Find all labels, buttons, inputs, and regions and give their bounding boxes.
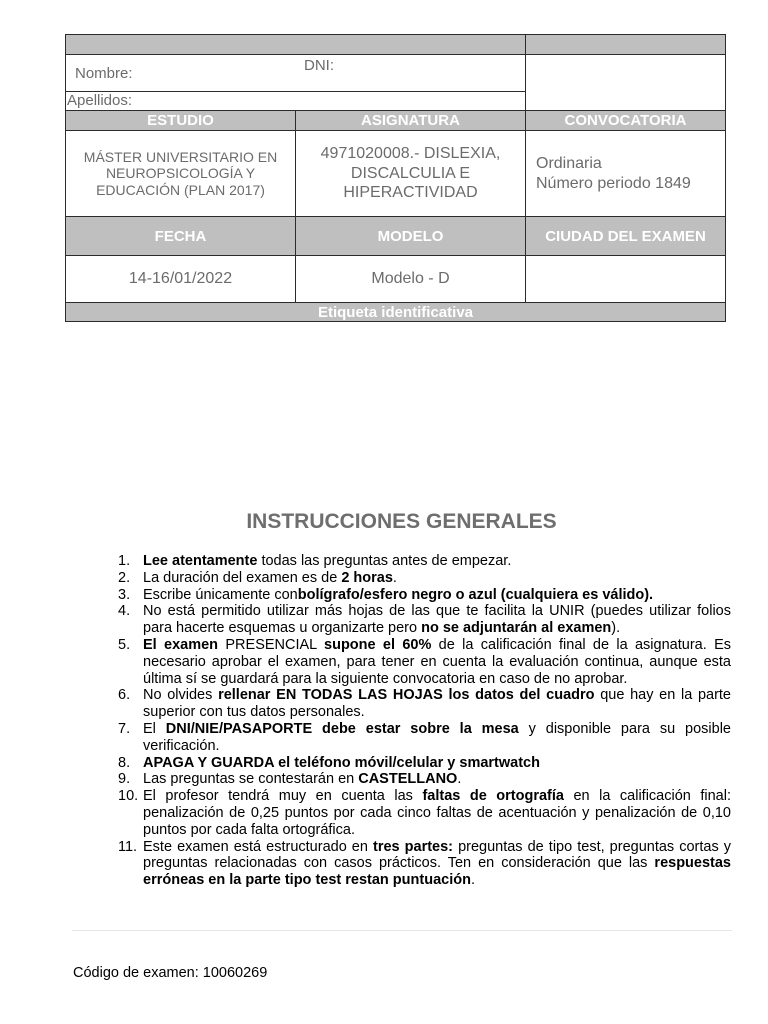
instruction-text: El profesor tendrá muy en cuenta las xyxy=(143,788,423,805)
instruction-text: No está permitido utilizar más hojas de las que te facilita la UNIR (puedes utilizar folios para hacerte esquemas u organizarte pero xyxy=(143,603,731,637)
instruction-text: ). xyxy=(611,620,621,637)
instruction-text: No olvides xyxy=(143,687,219,704)
asignatura-value: 4971020008.- DISLEXIA, DISCALCULIA E HIPERACTIVIDAD xyxy=(296,131,526,217)
instruction-item xyxy=(113,755,731,772)
instruction-item xyxy=(113,587,731,604)
instruction-number: 11. xyxy=(118,838,138,855)
instruction-emphasis: DNI/NIE/PASAPORTE debe estar sobre la mesa xyxy=(165,720,519,737)
instruction-emphasis: bolígrafo/esfero negro o azul (cualquiera es válido). xyxy=(297,586,654,603)
instruction-emphasis: El examen xyxy=(143,636,219,653)
instruction-number: 1. xyxy=(118,553,131,569)
instruction-text: El xyxy=(143,720,166,737)
instruction-emphasis: supone el 60% xyxy=(324,636,432,653)
instruction-emphasis: APAGA Y GUARDA el teléfono móvil/celular y smartwatch xyxy=(143,754,540,771)
instruction-number: 5. xyxy=(118,636,131,653)
nombre-dni-cell[interactable] xyxy=(66,55,526,92)
instruction-emphasis: respuestas erróneas en la parte tipo test restan puntuación xyxy=(143,855,731,889)
etiqueta-identificativa: Etiqueta identificativa xyxy=(66,303,726,322)
convocatoria-type: Ordinaria xyxy=(536,154,602,172)
instruction-number: 6. xyxy=(118,687,131,704)
instruction-text: de la calificación final de la asignatura. Es necesario aprobar el examen, para tener en cuenta la evaluación continua, aunque esta última sí se guardará para la siguiente convocatoria en caso de no aprobar. xyxy=(143,636,731,687)
fecha-header: FECHA xyxy=(66,217,296,256)
instruction-text: . xyxy=(457,771,462,788)
instruction-item xyxy=(113,637,731,687)
instruction-emphasis: Lee atentamente xyxy=(143,553,258,569)
instruction-emphasis: faltas de ortografía xyxy=(422,788,564,805)
instruction-item xyxy=(113,570,731,587)
instruction-text: PRESENCIAL xyxy=(218,636,325,653)
ciudad-value[interactable] xyxy=(526,256,726,303)
instruction-item xyxy=(113,553,731,570)
instruction-item xyxy=(113,721,731,755)
instruction-text: La duración del examen es de xyxy=(143,569,342,586)
convocatoria-value xyxy=(526,131,726,217)
convocatoria-header: CONVOCATORIA xyxy=(526,111,726,131)
instruction-text: todas las preguntas antes de empezar. xyxy=(257,553,512,569)
instruction-text: Escribe únicamente con xyxy=(143,586,298,603)
instruction-number: 8. xyxy=(118,754,131,771)
dni-label: DNI: xyxy=(304,57,334,74)
estudio-header: ESTUDIO xyxy=(66,111,296,131)
instruction-text: y disponible para su posible verificación. xyxy=(143,720,731,754)
instruction-text: en la calificación final: penalización de 0,25 puntos por cada cinco faltas de acentuación y penalización de 0,10 puntos por cada falta ortográfica. xyxy=(143,788,731,838)
instruction-text: preguntas de tipo test, preguntas cortas y preguntas relacionadas con casos prácticos. Ten en consideración que las xyxy=(143,838,732,872)
instruction-item xyxy=(113,788,731,838)
instruction-emphasis: 2 horas xyxy=(341,569,393,586)
instructions-list xyxy=(113,553,731,889)
instructions-title: INSTRUCCIONES GENERALES xyxy=(246,510,557,533)
exam-header-table xyxy=(65,34,726,322)
modelo-value: Modelo - D xyxy=(296,256,526,303)
instruction-emphasis: rellenar EN TODAS LAS HOJAS los datos del cuadro xyxy=(218,687,595,704)
header-top-bar xyxy=(66,35,526,55)
header-top-bar-right xyxy=(526,35,726,55)
instruction-emphasis: no se adjuntarán al examen xyxy=(421,620,612,637)
instruction-item xyxy=(113,839,731,889)
instruction-text: Las preguntas se contestarán en xyxy=(143,771,359,788)
instruction-number: 4. xyxy=(118,603,131,620)
instruction-number: 7. xyxy=(118,720,131,737)
fecha-value: 14-16/01/2022 xyxy=(66,256,296,303)
instruction-text: . xyxy=(392,569,397,586)
ciudad-header: CIUDAD DEL EXAMEN xyxy=(526,217,726,256)
instruction-emphasis: tres partes: xyxy=(373,838,454,855)
apellidos-label: Apellidos: xyxy=(67,92,133,109)
exam-code: Código de examen: 10060269 xyxy=(73,965,268,981)
instruction-text: . xyxy=(470,872,475,889)
footer-divider xyxy=(72,930,732,931)
photo-box xyxy=(526,55,726,111)
instruction-item xyxy=(113,771,731,788)
instruction-text: Este examen está estructurado en xyxy=(143,838,373,855)
estudio-value: MÁSTER UNIVERSITARIO EN NEUROPSICOLOGÍA Y EDUCACIÓN (PLAN 2017) xyxy=(66,131,296,217)
convocatoria-period: Número periodo 1849 xyxy=(536,174,691,192)
modelo-header: MODELO xyxy=(296,217,526,256)
instruction-number: 3. xyxy=(118,586,131,603)
instruction-item xyxy=(113,687,731,721)
instruction-number: 2. xyxy=(118,569,131,586)
asignatura-header: ASIGNATURA xyxy=(296,111,526,131)
instruction-emphasis: CASTELLANO xyxy=(358,771,458,788)
instruction-item xyxy=(113,603,731,637)
instruction-number: 9. xyxy=(118,771,131,788)
instruction-number: 10. xyxy=(118,788,139,805)
instruction-text: que hay en la parte superior con tus datos personales. xyxy=(143,687,731,721)
apellidos-cell[interactable] xyxy=(66,92,526,111)
nombre-label: Nombre: xyxy=(75,65,133,82)
